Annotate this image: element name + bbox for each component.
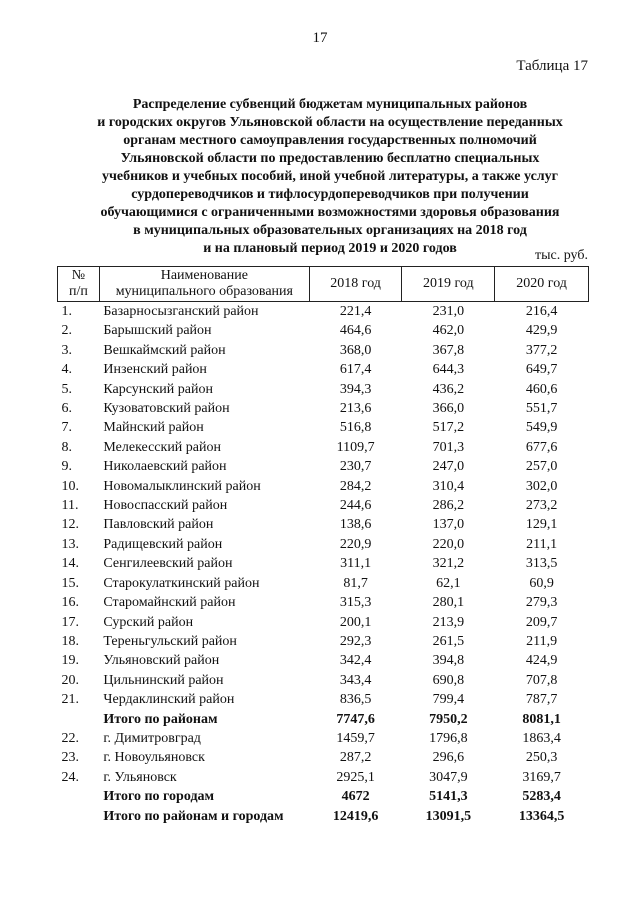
table-row [58,729,589,748]
table-row [58,690,589,709]
value-2018: 1459,7 [336,730,375,746]
table-row [58,341,589,360]
row-name: Карсунский район [103,381,213,397]
row-name: Николаевский район [103,459,227,475]
value-2019: 13091,5 [425,808,472,824]
row-number: 7. [61,420,72,436]
value-2018: 342,4 [339,653,372,669]
row-name: г. Новоульяновск [103,750,205,766]
row-name: Радищевский район [103,536,223,552]
subvention-table [57,266,589,826]
value-2018: 221,4 [339,304,372,319]
value-2018: 287,2 [339,750,372,766]
table-row [58,613,589,632]
row-name: Итого по районам и городам [103,808,284,824]
value-2020: 3169,7 [522,769,561,785]
table-header-row [58,267,589,302]
value-2019: 367,8 [432,342,465,358]
value-2018: 315,3 [339,595,372,611]
table-row [58,302,589,322]
row-name: Цильнинский район [103,672,224,688]
value-2020: 787,7 [525,692,558,708]
header-name-line1: Наименование [160,268,248,283]
value-2020: 8081,1 [522,711,561,727]
row-number: 19. [61,653,79,669]
row-number: 23. [61,750,79,766]
value-2019: 7950,2 [429,711,468,727]
row-number: 3. [61,342,72,358]
value-2018: 200,1 [339,614,372,630]
value-2020: 13364,5 [518,808,565,824]
title-line: Распределение субвенций бюджетам муниципальных районов [132,97,528,112]
value-2020: 429,9 [525,323,558,339]
title-line: в муниципальных образовательных организациях на 2018 год [133,223,527,238]
row-name: Новомалыклинский район [103,478,261,494]
value-2019: 517,2 [432,420,465,436]
document-title [70,96,590,258]
table-body [58,302,589,826]
value-2020: 273,2 [525,498,558,514]
value-2019: 296,6 [432,750,465,766]
total-row [58,710,589,729]
header-name-line2: муниципального образования [115,284,293,299]
row-name: Сенгилеевский район [103,556,233,572]
header-num [58,267,100,302]
table-row [58,399,589,418]
value-2020: 677,6 [525,439,558,455]
table-row [58,380,589,399]
value-2020: 211,9 [526,633,558,649]
value-2018: 836,5 [339,692,372,708]
value-2020: 302,0 [525,478,558,494]
table-row [58,554,589,573]
value-2019: 799,4 [432,692,465,708]
row-name: Кузоватовский район [103,401,230,417]
value-2018: 213,6 [339,401,372,417]
value-2019: 366,0 [432,401,465,417]
row-number: 1. [61,304,72,319]
value-2020: 279,3 [525,595,558,611]
row-name: Базарносызганский район [103,304,259,319]
row-number: 2. [61,323,72,339]
row-number: 8. [61,439,72,455]
value-2019: 701,3 [432,439,465,455]
value-2018: 343,4 [339,672,372,688]
value-2020: 649,7 [525,362,558,378]
row-name: Майнский район [103,420,204,436]
value-2019: 690,8 [432,672,465,688]
value-2018: 220,9 [339,536,372,552]
table-row [58,477,589,496]
value-2018: 138,6 [339,517,372,533]
row-number: 14. [61,556,79,572]
value-2020: 460,6 [525,381,558,397]
row-number: 24. [61,769,79,785]
row-name: Сурский район [103,614,194,630]
value-2020: 209,7 [525,614,558,630]
row-name: Старомайнский район [103,595,236,611]
value-2019: 394,8 [432,653,465,669]
value-2018: 284,2 [339,478,372,494]
value-2020: 551,7 [525,401,558,417]
value-2020: 129,1 [525,517,558,533]
table-row [58,651,589,670]
title-line: органам местного самоуправления государственных полномочий [123,133,537,148]
title-line: и городских округов Ульяновской области на осуществление переданных [97,115,563,130]
header-num-line2: п/п [69,284,88,299]
title-line: учебников и учебных пособий, иной учебной литературы, а также услуг [102,169,558,184]
row-number [58,807,100,826]
value-2018: 368,0 [339,342,372,358]
row-name: Новоспасский район [103,498,228,514]
value-2018: 1109,7 [336,439,375,455]
value-2020: 1863,4 [522,730,561,746]
title-line: Ульяновской области по предоставлению бесплатно специальных [120,151,540,166]
value-2018: 7747,6 [336,711,375,727]
total-row [58,787,589,806]
value-2018: 311,1 [340,556,372,572]
value-2019: 62,1 [436,575,461,591]
value-2018: 2925,1 [336,769,375,785]
row-name: Итого по городам [103,789,215,805]
row-number: 22. [61,730,79,746]
value-2019: 310,4 [432,478,465,494]
row-number [58,710,100,729]
value-2018: 4672 [341,789,370,805]
row-number: 10. [61,478,79,494]
row-number: 18. [61,633,79,649]
value-2019: 261,5 [432,633,465,649]
value-2020: 424,9 [525,653,558,669]
value-2018: 617,4 [339,362,372,378]
row-name: г. Димитровград [103,730,201,746]
value-2020: 707,8 [525,672,558,688]
row-name: Барышский район [103,323,212,339]
table-row [58,321,589,340]
table-row [58,748,589,767]
row-number: 17. [61,614,79,630]
table-label: Таблица 17 [516,58,588,74]
table-row [58,438,589,457]
row-name: Старокулаткинский район [103,575,260,591]
table-row [58,671,589,690]
value-2020: 377,2 [525,342,558,358]
value-2020: 60,9 [529,575,554,591]
row-name: Тереньгульский район [103,633,237,649]
row-number: 5. [61,381,72,397]
table-row [58,593,589,612]
value-2019: 137,0 [432,517,465,533]
value-2018: 244,6 [339,498,372,514]
title-line: обучающимися с ограниченными возможностями здоровья образования [100,205,560,220]
row-number: 4. [61,362,72,378]
table-row [58,632,589,651]
value-2019: 1796,8 [429,730,468,746]
value-2018: 81,7 [343,575,368,591]
value-2018: 230,7 [339,459,372,475]
table-row [58,515,589,534]
value-2018: 516,8 [339,420,372,436]
value-2018: 394,3 [339,381,372,397]
row-name: г. Ульяновск [103,769,177,785]
row-number: 13. [61,536,79,552]
row-name: Инзенский район [103,362,207,378]
table-row [58,535,589,554]
value-2019: 247,0 [432,459,465,475]
value-2019: 280,1 [432,595,465,611]
value-2020: 5283,4 [522,789,561,805]
row-number: 16. [61,595,79,611]
row-number: 12. [61,517,79,533]
row-number [58,787,100,806]
value-2019: 3047,9 [429,769,468,785]
title-line: и на плановый период 2019 и 2020 годов [203,241,457,256]
total-row [58,807,589,826]
value-2020: 313,5 [525,556,558,572]
row-number: 15. [61,575,79,591]
title-line: сурдопереводчиков и тифлосурдопереводчиков при получении [131,187,529,202]
row-number: 6. [61,401,72,417]
value-2019: 213,9 [432,614,465,630]
value-2018: 464,6 [339,323,372,339]
value-2019: 644,3 [432,362,465,378]
row-name: Вешкаймский район [103,342,226,358]
value-2018: 12419,6 [332,808,379,824]
header-2018: 2018 год [309,267,402,302]
value-2019: 220,0 [432,536,465,552]
header-num-line1: № [71,268,86,283]
row-name: Ульяновский район [103,653,220,669]
header-name [99,267,309,302]
value-2018: 292,3 [339,633,372,649]
table-row [58,768,589,787]
row-name: Итого по районам [103,711,218,727]
row-number: 20. [61,672,79,688]
row-name: Павловский район [103,517,214,533]
page-number: 17 [312,30,328,46]
value-2019: 321,2 [432,556,465,572]
row-number: 9. [61,459,72,475]
table-row [58,418,589,437]
value-2020: 549,9 [525,420,558,436]
value-2019: 231,0 [432,304,465,319]
table-row [58,496,589,515]
value-2019: 462,0 [432,323,465,339]
table-row [58,457,589,476]
value-2020: 211,1 [526,536,558,552]
value-2019: 5141,3 [429,789,468,805]
header-2020: 2020 год [495,267,589,302]
value-2020: 216,4 [525,304,558,319]
table-row [58,574,589,593]
row-number: 21. [61,692,79,708]
value-2019: 286,2 [432,498,465,514]
row-name: Чердаклинский район [103,692,235,708]
header-2019: 2019 год [402,267,495,302]
value-2019: 436,2 [432,381,465,397]
value-2020: 257,0 [525,459,558,475]
row-name: Мелекесский район [103,439,221,455]
row-number: 11. [61,498,79,514]
units-label: тыс. руб. [535,248,588,263]
value-2020: 250,3 [525,750,558,766]
table-row [58,360,589,379]
